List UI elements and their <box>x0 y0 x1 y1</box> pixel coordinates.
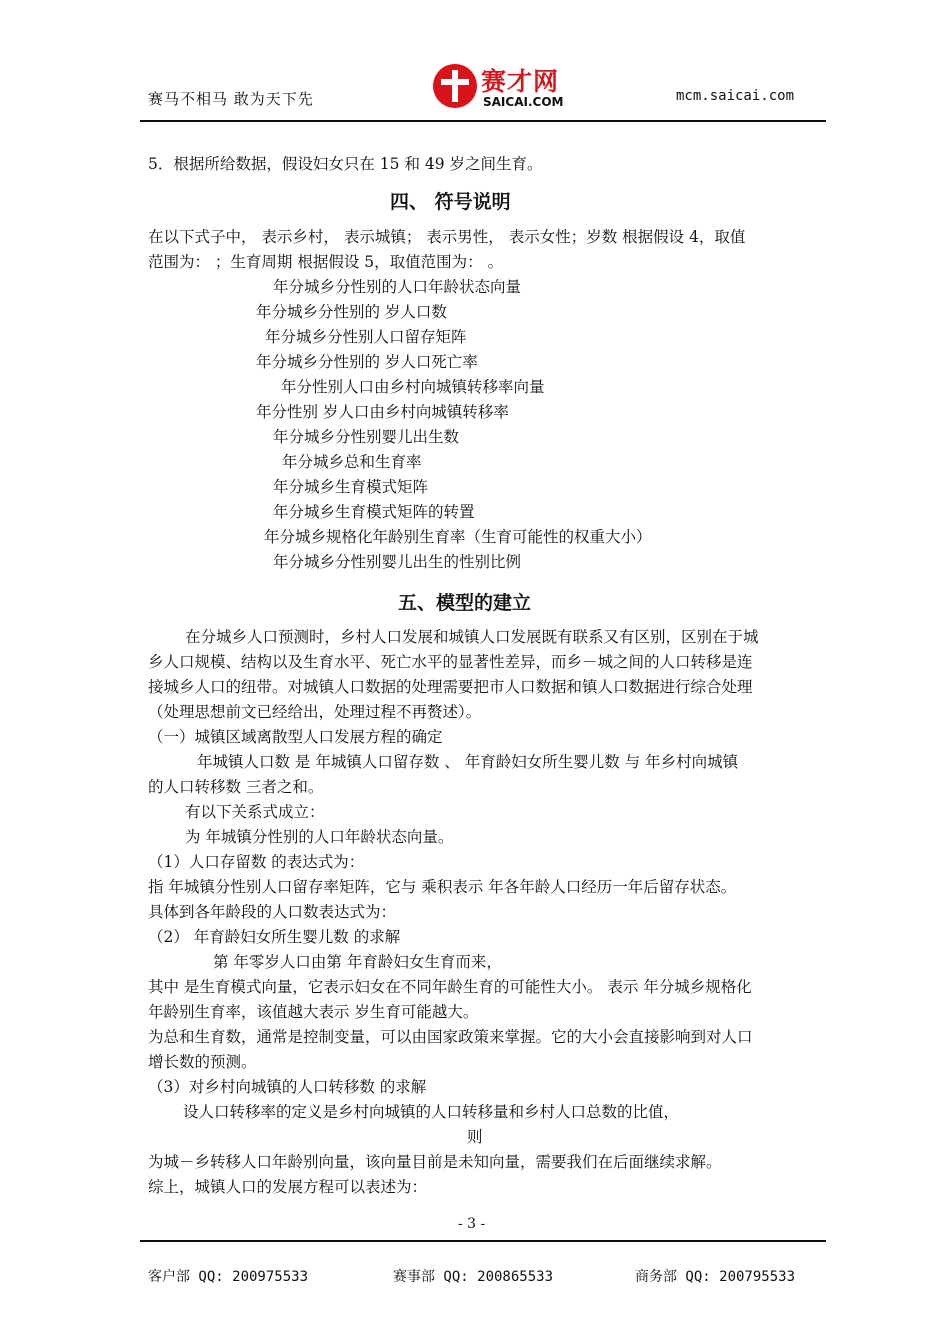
subsection-heading: （一）城镇区域离散型人口发展方程的确定 <box>148 728 443 746</box>
footer-divider <box>140 1240 826 1242</box>
paragraph-line: 综上，城镇人口的发展方程可以表述为： <box>148 1178 428 1196</box>
paragraph-line: 的人口转移数 三者之和。 <box>148 778 324 796</box>
paragraph-line: 在分城乡人口预测时，乡村人口发展和城镇人口发展既有联系又有区别，区别在于城 <box>185 628 759 646</box>
symbols-intro-line-2: 范围为： ；生育周期 根据假设 5，取值范围为： 。 <box>148 253 504 271</box>
paragraph-line: 有以下关系式成立： <box>185 803 325 821</box>
symbol-def: 年分城乡分性别婴儿出生的性别比例 <box>273 553 522 571</box>
logo-text-en: SAICAI.COM <box>483 95 564 109</box>
section-5-title: 五、模型的建立 <box>398 592 532 614</box>
paragraph-line: （处理思想前文已经给出，处理过程不再赘述）。 <box>148 703 482 721</box>
footer-competition-qq: 赛事部 QQ: 200865533 <box>393 1269 554 1285</box>
paragraph-line: 乡人口规模、结构以及生育水平、死亡水平的显著性差异，而乡－城之间的人口转移是连 <box>148 653 753 671</box>
paragraph-line: 设人口转移率的定义是乡村向城镇的人口转移量和乡村人口总数的比值， <box>183 1103 680 1121</box>
symbol-def: 年分城乡总和生育率 <box>282 453 422 471</box>
symbol-def: 年分城乡分性别的 岁人口死亡率 <box>256 353 478 371</box>
symbol-def: 年分性别 岁人口由乡村向城镇转移率 <box>256 403 509 421</box>
symbol-def: 年分城乡分性别的人口年龄状态向量 <box>273 278 522 296</box>
paragraph-line: 为 年城镇分性别的人口年龄状态向量。 <box>185 828 454 846</box>
paragraph-line: 接城乡人口的纽带。对城镇人口数据的处理需要把市人口数据和镇人口数据进行综合处理 <box>148 678 753 696</box>
header-divider <box>140 120 826 122</box>
symbol-def: 年分城乡生育模式矩阵 <box>273 478 429 496</box>
paragraph-line: 指 年城镇分性别人口留存率矩阵，它与 乘积表示 年各年龄人口经历一年后留存状态。 <box>148 878 737 896</box>
symbol-def: 年分城乡规格化年龄别生育率（生育可能性的权重大小） <box>264 528 652 546</box>
footer-business-qq: 商务部 QQ: 200795533 <box>635 1269 796 1285</box>
paragraph-line: 增长数的预测。 <box>148 1053 257 1071</box>
paragraph-line: 其中 是生育模式向量，它表示妇女在不同年龄生育的可能性大小。 表示 年分城乡规格化 <box>148 978 752 996</box>
paragraph-line: 年城镇人口数 是 年城镇人口留存数 、 年育龄妇女所生婴儿数 与 年乡村向城镇 <box>197 753 739 771</box>
symbol-def: 年分城乡分性别婴儿出生数 <box>273 428 460 446</box>
symbol-def: 年分城乡生育模式矩阵的转置 <box>273 503 475 521</box>
footer-customer-qq: 客户部 QQ: 200975533 <box>148 1269 309 1285</box>
assumption-5: 5．根据所给数据，假设妇女只在 15 和 49 岁之间生育。 <box>148 155 543 173</box>
header-site-url[interactable]: mcm.saicai.com <box>676 88 795 104</box>
paragraph-line: 为总和生育数，通常是控制变量，可以由国家政策来掌握。它的大小会直接影响到对人口 <box>148 1028 753 1046</box>
paragraph-line: （3）对乡村向城镇的人口转移数 的求解 <box>148 1078 427 1096</box>
paragraph-line: 具体到各年龄段的人口数表达式为： <box>148 903 397 921</box>
logo-cross-icon <box>433 64 477 108</box>
paragraph-line: （2） 年育龄妇女所生婴儿数 的求解 <box>148 928 401 946</box>
symbol-def: 年分性别人口由乡村向城镇转移率向量 <box>281 378 545 396</box>
header-slogan: 赛马不相马 敢为天下先 <box>148 90 314 108</box>
symbol-def: 年分城乡分性别的 岁人口数 <box>256 303 447 321</box>
section-4-title: 四、 符号说明 <box>390 191 511 213</box>
paragraph-line: （1）人口存留数 的表达式为： <box>148 853 365 871</box>
paragraph-line: 为城－乡转移人口年龄别向量，该向量目前是未知向量，需要我们在后面继续求解。 <box>148 1153 722 1171</box>
paragraph-line: 则 <box>467 1128 483 1146</box>
saicai-logo[interactable] <box>433 62 563 114</box>
logo-text-cn: 赛才网 <box>481 67 560 96</box>
paragraph-line: 第 年零岁人口由第 年育龄妇女生育而来， <box>213 953 502 971</box>
paragraph-line: 年龄别生育率，该值越大表示 岁生育可能越大。 <box>148 1003 479 1021</box>
symbol-def: 年分城乡分性别人口留存矩阵 <box>265 328 467 346</box>
page-number: - 3 - <box>458 1216 486 1232</box>
symbols-intro-line-1: 在以下式子中， 表示乡村， 表示城镇； 表示男性， 表示女性；岁数 根据假设 4，取值 <box>148 228 746 246</box>
